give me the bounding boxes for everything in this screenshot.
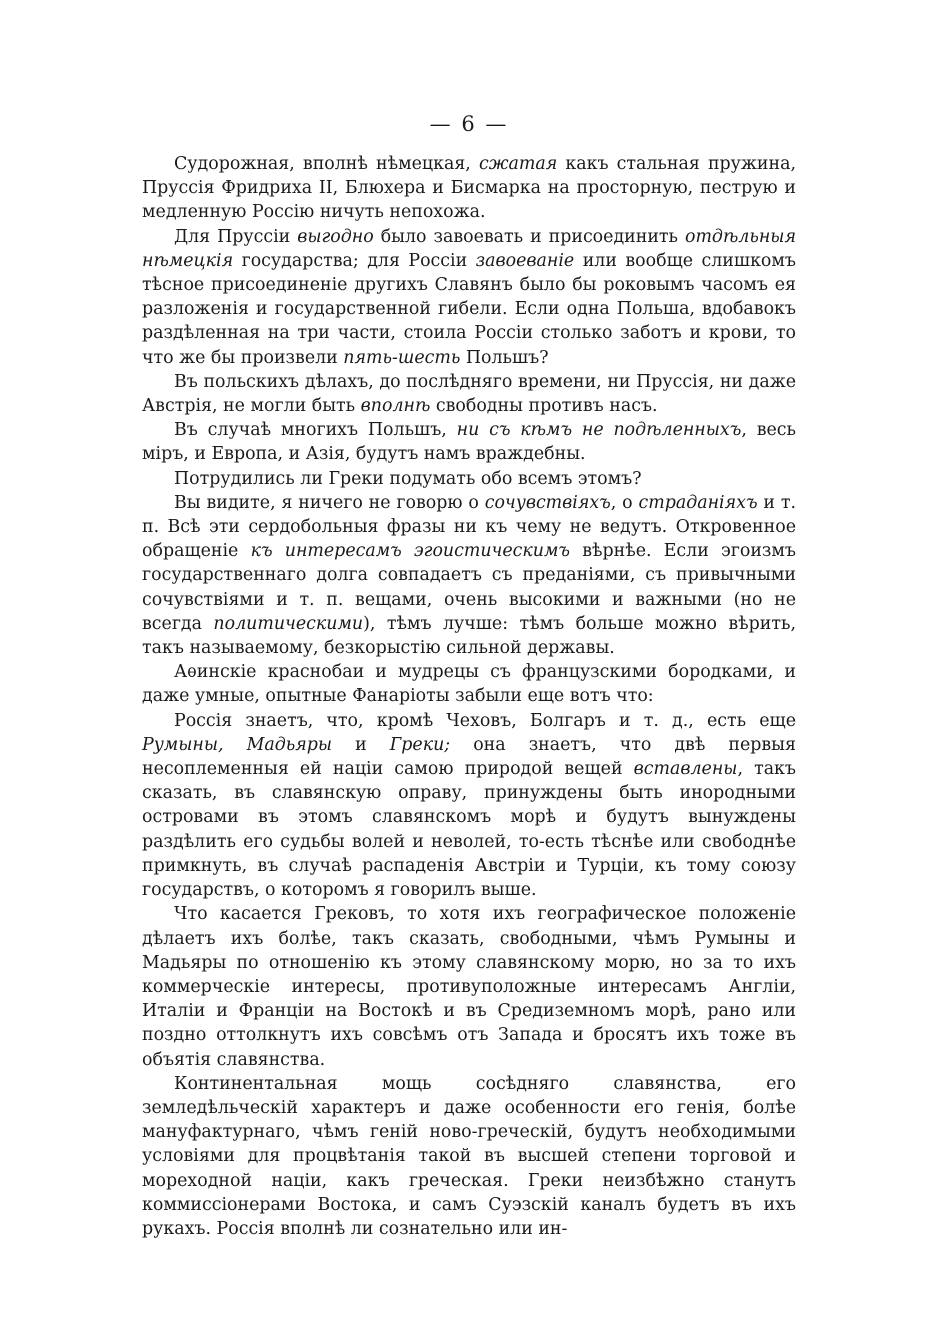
text-run: Россія знаетъ, что, кромѣ Чеховъ, Болгаръ и т. д., есть еще	[174, 710, 796, 731]
paragraph	[142, 660, 796, 708]
italic-text: выгодно	[297, 226, 374, 247]
italic-text: отдѣльныя нѣмецкія	[142, 226, 796, 271]
italic-text: сжатая	[478, 154, 558, 174]
text-run: , о	[610, 492, 639, 513]
text-run: свободны противъ насъ.	[430, 396, 658, 417]
italic-text: Румыны, Мадьяры	[142, 734, 333, 755]
text-run: она знаетъ, что двѣ первыя несоплеменныя ей націи самою природой вещей	[142, 734, 796, 780]
italic-text: Греки;	[389, 734, 451, 755]
paragraph	[142, 709, 796, 903]
text-run: Что касается Грековъ, то хотя ихъ географическое положеніе дѣлаетъ ихъ болѣе, такъ сказать, свободными, чѣмъ Румыны и Мадьяры по отношенію къ этому славянскому морю, но за то ихъ коммерческіе интересы, противуположные интересамъ Англіи, Италіи и Франціи на Востокѣ и въ Средиземномъ морѣ, рано или поздно оттолкнутъ ихъ совсѣмъ отъ Запада и бросятъ ихъ тоже въ объятія славянства.	[142, 904, 796, 1070]
italic-text: политическими	[213, 613, 364, 634]
text-run: и т. п. Всѣ эти сердобольныя фразы ни къ чему не ведутъ. Откровенное обращеніе	[142, 492, 796, 562]
text-run: Для Пруссіи	[174, 226, 298, 247]
text-run: и	[332, 734, 390, 755]
italic-text: вставлены	[633, 759, 738, 780]
paragraph	[142, 225, 796, 370]
paragraph	[142, 491, 796, 660]
text-run: было завоевать и присоединить	[373, 226, 685, 247]
italic-text: къ интересамъ эгоистическимъ	[250, 541, 571, 562]
text-run: какъ стальная пружина, Пруссія Фридриха II, Блюхера и Бисмарка на просторную, пеструю и медленную Россію ничуть непохожа.	[142, 154, 796, 223]
italic-text: страданіяхъ	[638, 492, 758, 513]
text-run: Въ польскихъ дѣлахъ, до послѣдняго времени, ни Пруссія, ни даже Австрія, не могли быть	[142, 371, 796, 417]
text-run: , такъ сказать, въ славянскую оправу, принуждены быть инородными островами въ этомъ славянскомъ морѣ и будутъ вынуждены раздѣлить его судьбы волей и неволей, то-есть тѣснѣе или свободнѣе примкнуть, въ случаѣ распаденія Австріи и Турціи, къ тому союзу государствъ, о которомъ я говорилъ выше.	[142, 759, 796, 901]
text-run: государства; для Россіи	[233, 250, 476, 271]
text-run: или вообще слишкомъ тѣсное присоединеніе другихъ Славянъ было бы роковымъ часомъ ея разложенія и государственной гибели. Если одна Польша, вдобавокъ раздѣленная на три части, стоила Россіи столько заботъ и крови, то что же бы произвели	[142, 250, 796, 368]
paragraph	[142, 370, 796, 418]
page-number: — 6 —	[429, 112, 509, 136]
text-run: Вы видите, я ничего не говорю о	[174, 492, 485, 513]
paragraph	[142, 418, 796, 466]
text-run: , весь міръ, и Европа, и Азія, будутъ намъ враждебны.	[142, 420, 796, 465]
italic-text: ни съ кѣмъ не подѣленныхъ	[456, 420, 742, 441]
paragraph	[142, 467, 796, 491]
text-run: Польшъ?	[460, 347, 549, 368]
italic-text: завоеваніе	[475, 250, 575, 271]
text-run: Въ случаѣ многихъ Польшъ,	[174, 420, 457, 441]
italic-text: пять-шесть	[343, 347, 461, 368]
page-body	[142, 152, 796, 1241]
paragraph	[142, 902, 796, 1071]
text-run: Аѳинскіе краснобаи и мудрецы съ французскими бородками, и даже умные, опытные Фанаріоты забыли еще вотъ что:	[142, 662, 796, 707]
italic-text: сочувствіяхъ	[484, 492, 611, 513]
text-run: вѣрнѣе. Если эгоизмъ государственнаго долга совпадаетъ съ преданіями, съ привычными сочувствіями и т. п. вещами, очень высокими и важными (но не всегда	[142, 541, 797, 634]
text-run: Судорожная, вполнѣ нѣмецкая,	[174, 154, 479, 174]
italic-text: вполнѣ	[360, 396, 431, 417]
text-run: ), тѣмъ лучше: тѣмъ больше можно вѣрить, такъ называемому, безкорыстію сильной державы.	[142, 613, 796, 659]
text-run: Континентальная мощь сосѣдняго славянства, его земледѣльческій характеръ и даже особенности его генія, болѣе мануфактурнаго, чѣмъ геній ново-греческій, будутъ необходимыми условіями для процвѣтанія такой въ высшей степени торговой и мореходной націи, какъ греческая. Греки неизбѣжно станутъ коммиссіонерами Востока, и самъ Суэзскій каналъ будетъ въ ихъ рукахъ. Россія вполнѣ ли сознательно или ин-	[142, 1073, 796, 1239]
text-run: Потрудились ли Греки подумать обо всемъ этомъ?	[174, 468, 642, 489]
paragraph	[142, 1072, 796, 1241]
paragraph	[142, 152, 796, 225]
